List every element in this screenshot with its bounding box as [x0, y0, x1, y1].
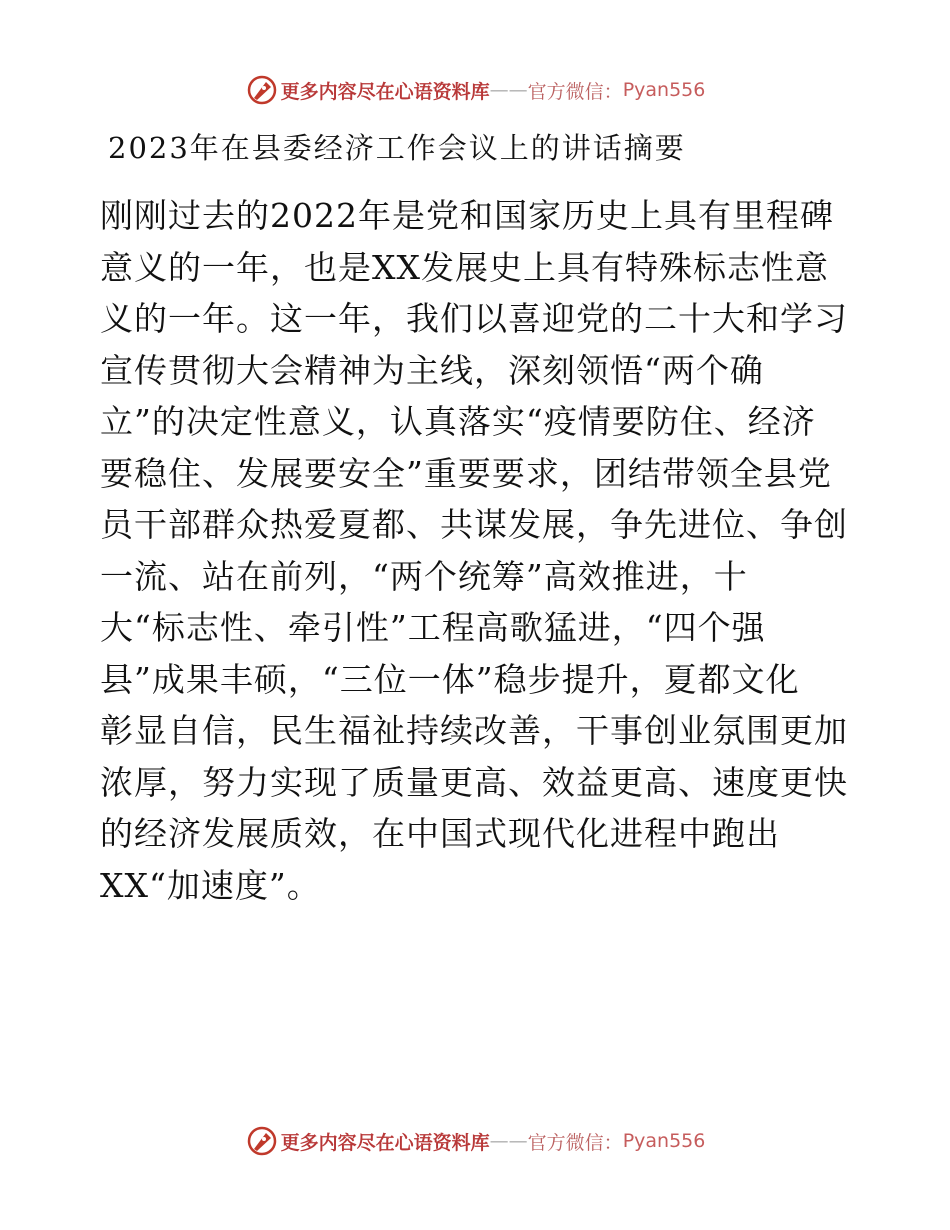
- watermark-separator: ——: [489, 79, 528, 101]
- document-title: 2023年在县委经济工作会议上的讲话摘要: [108, 131, 686, 165]
- paragraph-line: 县”成果丰硕，“三位一体”稳步提升，夏都文化: [100, 659, 800, 699]
- paragraph-line: 浓厚，努力实现了质量更高、效益更高、速度更快: [100, 762, 848, 802]
- pen-nib-logo-icon: [245, 73, 279, 107]
- pen-nib-logo-icon: [245, 1124, 279, 1158]
- paragraph-line: 的经济发展质效，在中国式现代化进程中跑出: [100, 814, 780, 853]
- paragraph-line: 员干部群众热爱夏都、共谋发展，争先进位、争创: [100, 505, 848, 544]
- paragraph-line: XX“加速度”。: [100, 865, 321, 905]
- paragraph-line: 要稳住、发展要安全”重要要求，团结带领全县党: [100, 453, 832, 493]
- footer-watermark: [0, 1121, 950, 1161]
- watermark-note: 官方微信：: [527, 80, 623, 103]
- watermark-wechat-id: Pyan556: [622, 79, 706, 101]
- paragraph-line: 大“标志性、牵引性”工程高歌猛进，“四个强: [100, 608, 766, 647]
- watermark-brand: 更多内容尽在心语资料库: [280, 80, 490, 103]
- watermark-brand: 更多内容尽在心语资料库: [280, 1131, 490, 1154]
- paragraph-line: 意义的一年，也是XX发展史上具有特殊标志性意: [100, 247, 829, 287]
- paragraph-line: 刚刚过去的2022年是党和国家历史上具有里程碑: [100, 196, 834, 235]
- body-paragraph: [100, 190, 860, 911]
- watermark-wechat-id: Pyan556: [622, 1130, 706, 1152]
- paragraph-line: 立”的决定性意义，认真落实“疫情要防住、经济: [100, 402, 816, 441]
- watermark-separator: ——: [489, 1130, 528, 1152]
- paragraph-line: 宣传贯彻大会精神为主线，深刻领悟“两个确: [100, 350, 764, 390]
- header-watermark: [0, 70, 950, 110]
- paragraph-line: 义的一年。这一年，我们以喜迎党的二十大和学习: [100, 299, 848, 338]
- paragraph-line: 彰显自信，民生福祉持续改善，干事创业氛围更加: [100, 711, 848, 750]
- paragraph-line: 一流、站在前列，“两个统筹”高效推进，十: [100, 556, 748, 596]
- watermark-note: 官方微信：: [527, 1131, 623, 1154]
